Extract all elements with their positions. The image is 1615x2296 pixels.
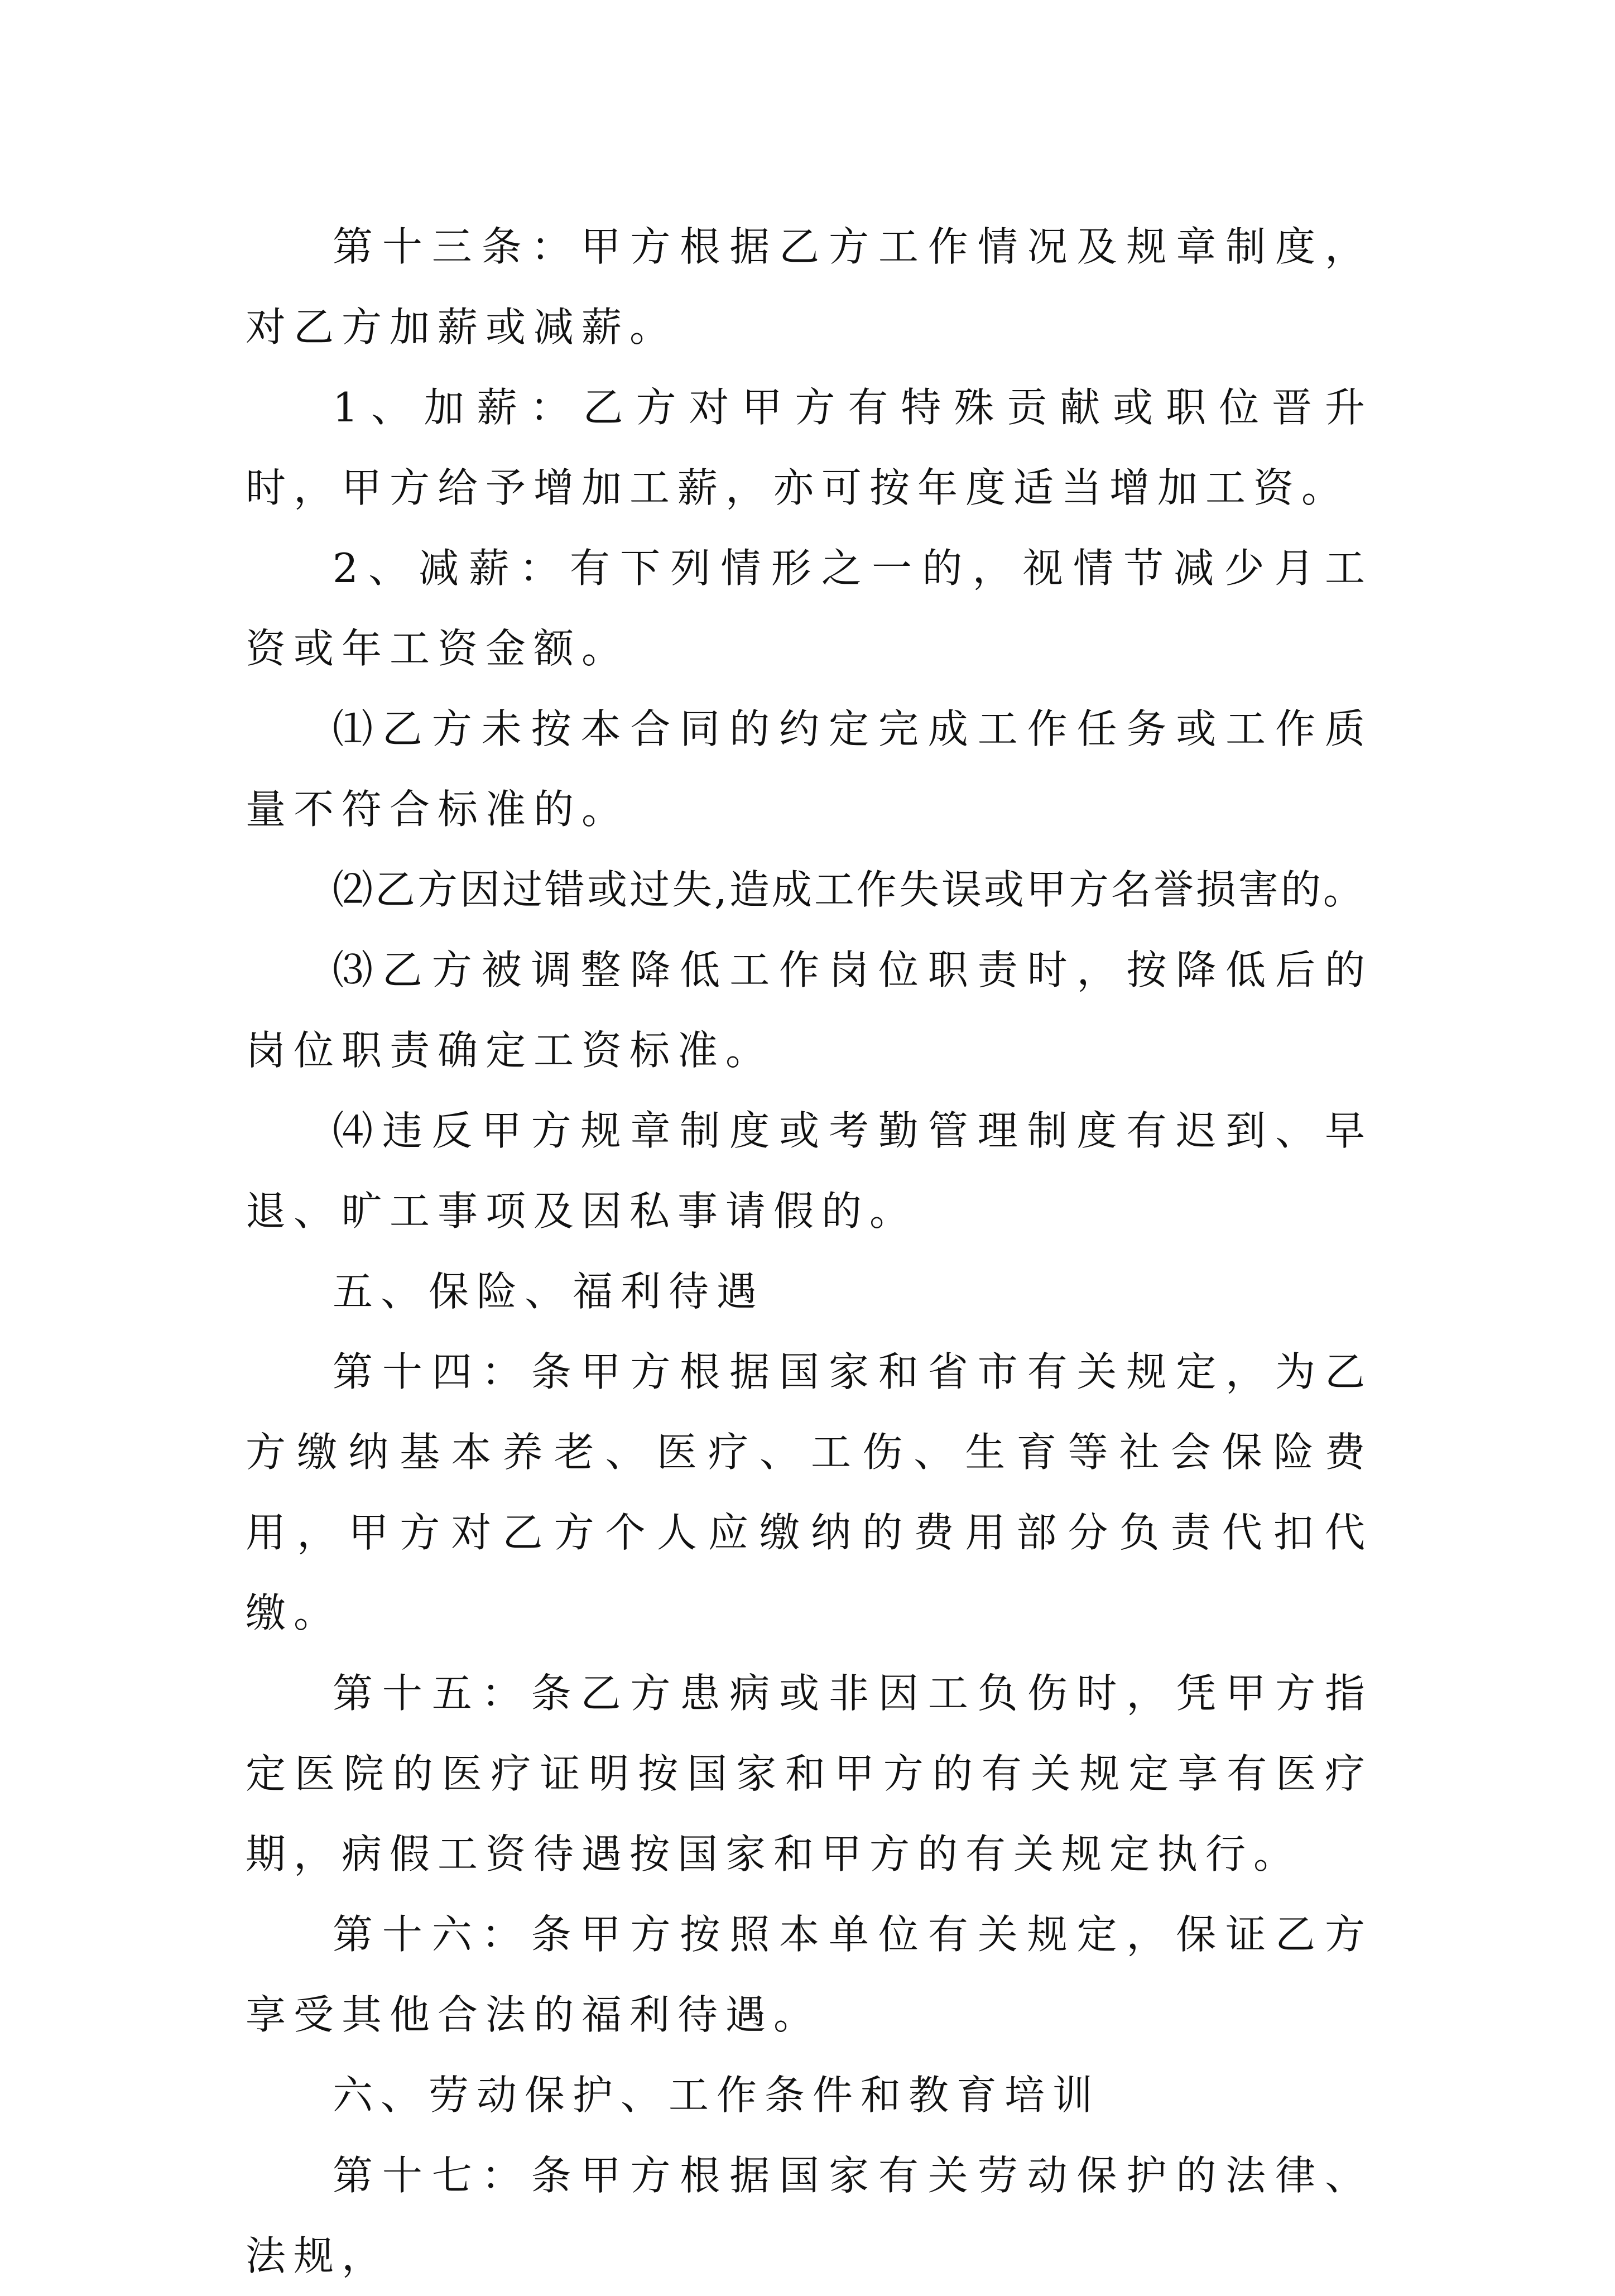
paragraph-salary-increase: 1、加薪：乙方对甲方有特殊贡献或职位晋升时，甲方给予增加工薪，亦可按年度适当增加工资。 [246,384,1373,511]
paragraph-item-3: ⑶乙方被调整降低工作岗位职责时，按降低后的岗位职责确定工资标准。 [246,947,1373,1074]
paragraph-article-17: 第十七：条甲方根据国家有关劳动保护的法律、法规， [246,2152,1373,2279]
section-heading-labor-protection: 六、劳动保护、工作条件和教育培训 [333,2072,1101,2119]
paragraph-article-15: 第十五：条乙方患病或非因工负伤时，凭甲方指定医院的医疗证明按国家和甲方的有关规定享有医疗期，病假工资待遇按国家和甲方的有关规定执行。 [246,1670,1373,1877]
paragraph-article-16: 第十六：条甲方按照本单位有关规定，保证乙方享受其他合法的福利待遇。 [246,1911,1373,2038]
document-body [246,206,1373,2296]
section-heading-insurance: 五、保险、福利待遇 [333,1268,765,1315]
paragraph-item-4: ⑷违反甲方规章制度或考勤管理制度有迟到、早退、旷工事项及因私事请假的。 [246,1107,1373,1235]
paragraph-item-1: ⑴乙方未按本合同的约定完成工作任务或工作质量不符合标准的。 [246,705,1373,833]
paragraph-article-14: 第十四：条甲方根据国家和省市有关规定，为乙方缴纳基本养老、医疗、工伤、生育等社会保险费用，甲方对乙方个人应缴纳的费用部分负责代扣代缴。 [246,1348,1373,1636]
paragraph-article-13: 第十三条：甲方根据乙方工作情况及规章制度，对乙方加薪或减薪。 [246,223,1373,350]
paragraph-salary-decrease: 2、减薪：有下列情形之一的，视情节减少月工资或年工资金额。 [246,545,1373,672]
paragraph-item-2: ⑵乙方因过错或过失,造成工作失误或甲方名誉损害的。 [333,866,1366,913]
